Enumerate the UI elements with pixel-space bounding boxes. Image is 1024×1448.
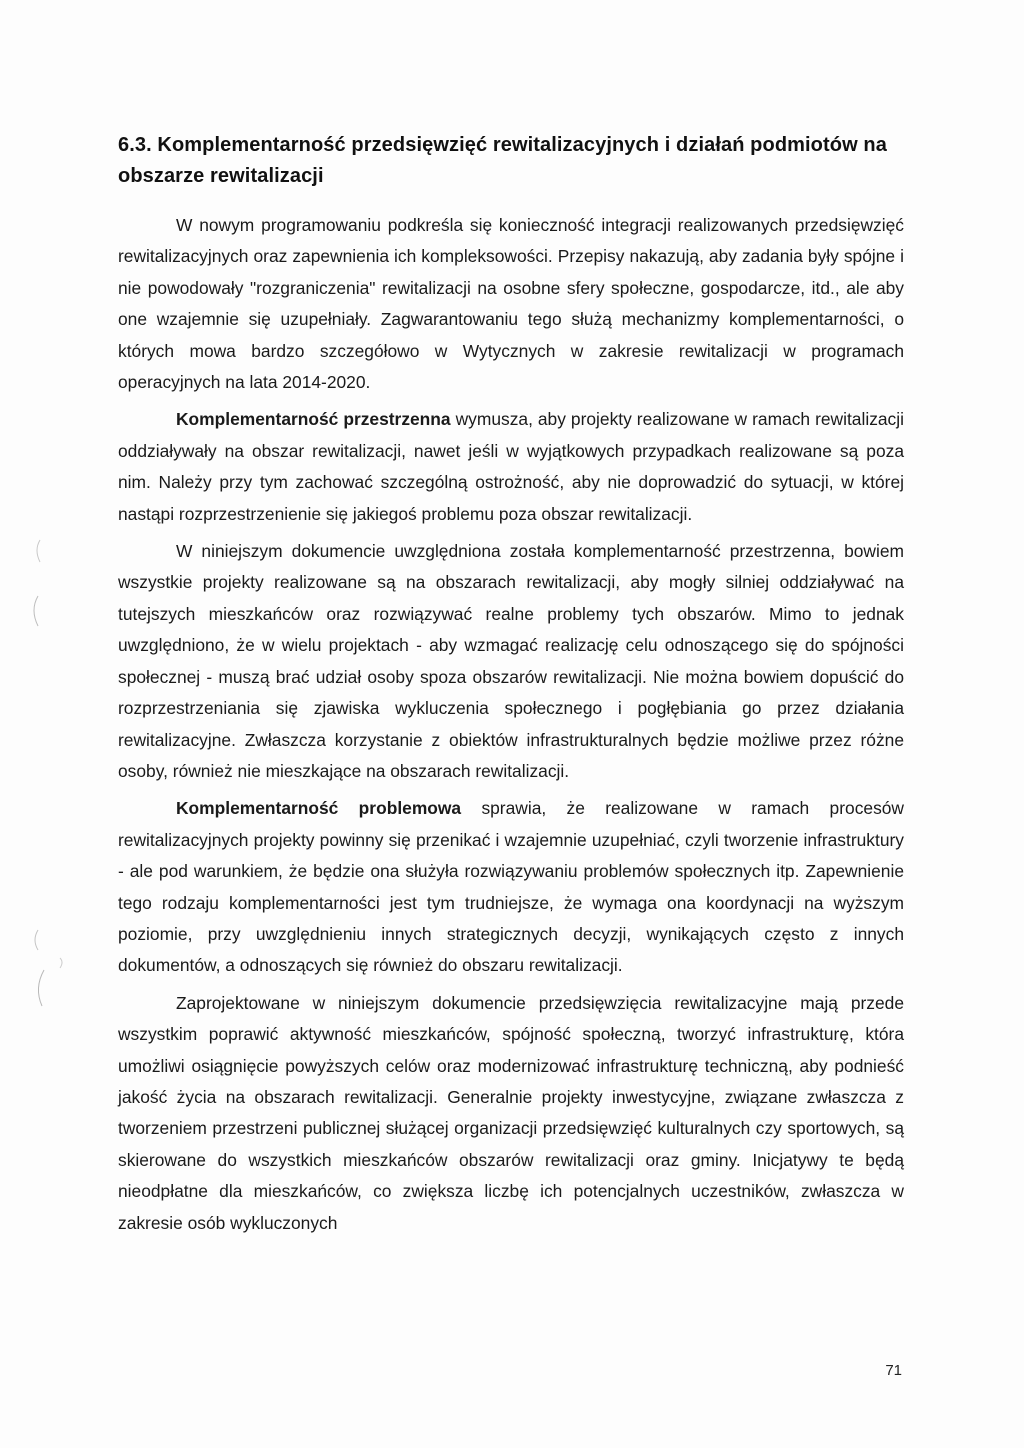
paragraph-text: sprawia, że realizowane w ramach procesów rewitalizacyjnych projekty powinny się przenikać i wzajemnie uzupełniać, czyli tworzenie infrastruktury - ale pod warunkiem, że będzie ona służyła rozwiązywaniu problemów społecznych itp. Zapewnienie tego rodzaju komplementarności jest tym trudniejsze, że wymaga ona koordynacji na wyższym poziomie, przy uwzględnieniu innych strategicznych decyzji, wynikających często z innych dokumentów, a odnoszących się również do obszaru rewitalizacji.: [118, 798, 904, 976]
body-paragraph: [118, 210, 904, 398]
body-paragraph: [118, 793, 904, 981]
body-paragraph: [118, 988, 904, 1239]
body-paragraph: [118, 404, 904, 530]
section-heading: 6.3. Komplementarność przedsięwzięć rewitalizacyjnych i działań podmiotów na obszarze rewitalizacji: [118, 134, 887, 187]
paragraph-list: [118, 210, 904, 1239]
page-number: 71: [885, 1362, 902, 1379]
body-paragraph: [118, 536, 904, 787]
bold-term: Komplementarność problemowa: [176, 798, 462, 819]
bold-term: Komplementarność przestrzenna: [176, 409, 451, 430]
paragraph-text: W nowym programowaniu podkreśla się konieczność integracji realizowanych przedsięwzięć rewitalizacyjnych oraz zapewnienia ich kompleksowości. Przepisy nakazują, aby zadania były spójne i nie powodowały "rozgraniczenia" rewitalizacji na osobne sfery społeczne, gospodarcze, itd., ale aby one wzajemnie się uzupełniały. Zagwarantowaniu tego służą mechanizmy komplementarności, o których mowa bardzo szczegółowo w Wytycznych w zakresie rewitalizacji w programach operacyjnych na lata 2014-2020.: [118, 215, 904, 393]
paragraph-text: Zaprojektowane w niniejszym dokumencie przedsięwzięcia rewitalizacyjne mają przede wszystkim poprawić aktywność mieszkańców, spójność społeczną, tworzyć infrastrukturę, która umożliwi osiągnięcie powyższych celów oraz modernizować infrastrukturę techniczną, aby podnieść jakość życia na obszarach rewitalizacji. Generalnie projekty inwestycyjne, związane zwłaszcza z tworzeniem przestrzeni publicznej służącej organizacji przedsięwzięć kulturalnych czy sportowych, są skierowane do wszystkich mieszkańców obszarów rewitalizacji oraz gminy. Inicjatywy te będą nieodpłatne dla mieszkańców, co zwiększa liczbę ich potencjalnych uczestników, zwłaszcza w zakresie osób wykluczonych: [118, 992, 904, 1233]
document-body: [118, 130, 904, 1245]
paragraph-text: wymusza, aby projekty realizowane w ramach rewitalizacji oddziaływały na obszar rewitalizacji, nawet jeśli w wyjątkowych przypadkach realizowane są poza nim. Należy przy tym zachować szczególną ostrożność, aby nie doprowadzić do sytuacji, w której nastąpi rozprzestrzenienie się jakiegoś problemu poza obszar rewitalizacji.: [118, 409, 904, 524]
paragraph-text: W niniejszym dokumencie uwzględniona została komplementarność przestrzenna, bowiem wszystkie projekty realizowane są na obszarach rewitalizacji, aby mogły silniej oddziaływać na tutejszych mieszkańców oraz rozwiązywać realne problemy tych obszarów. Mimo to jednak uwzględniono, że w wielu projektach - aby wzmagać realizację celu odnoszącego się do spójności społecznej - muszą brać udział osoby spoza obszarów rewitalizacji. Nie można bowiem dopuścić do rozprzestrzeniania się zjawiska wykluczenia społecznego i pogłębiania go przez działania rewitalizacyjne. Zwłaszcza korzystanie z obiektów infrastrukturalnych będzie możliwe przez różne osoby, również nie mieszkające na obszarach rewitalizacji.: [118, 541, 904, 781]
